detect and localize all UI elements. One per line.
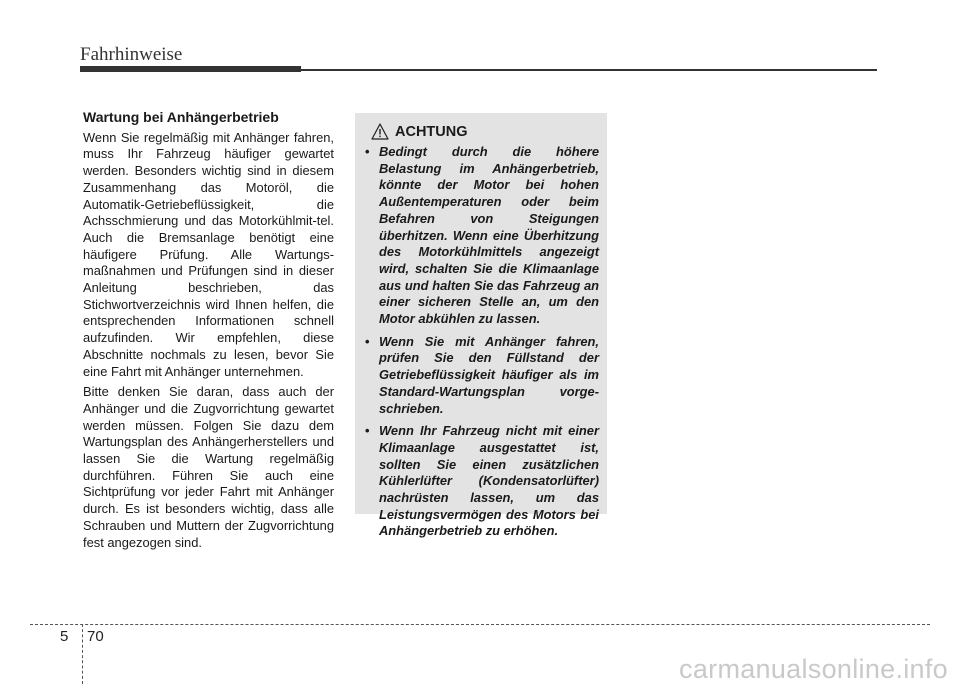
warning-header [371, 122, 599, 142]
footer-divider [82, 624, 83, 684]
warning-triangle-icon [371, 123, 389, 141]
section-number: 5 [60, 628, 69, 645]
page-header-title: Fahrhinweise [80, 44, 183, 65]
warning-item: • Wenn Ihr Fahrzeug nicht mit einer Klimaanlage ausgestattet ist, sollten Sie einen zusätzlichen Kühlerlüfter (Kondensatorlüfter) nachrüsten lassen, um das Leistungsvermögen des Motors bei Anhängerbetrieb zu erhöhen. [365, 423, 599, 540]
header-rule-thin [301, 69, 877, 71]
main-text-column [83, 109, 334, 555]
paragraph-1: Wenn Sie regelmäßig mit Anhänger fahren, muss Ihr Fahrzeug häufiger gewartet werden. Besonders wichtig sind in diesem Zusammenhang das Motoröl, die Automatik-Getriebeflüssigkeit, die Achsschmierung und das Motorkühlmit-tel. Auch die Bremsanlage benötigt eine häufigere Prüfung. Alle Wartungs-maßnahmen und Prüfungen sind in dieser Anleitung beschrieben, das Stichwortverzeichnis wird Ihnen helfen, die entsprechenden Informationen schnell aufzufinden. Wir empfehlen, diese Abschnitte nochmals zu lesen, bevor Sie eine Fahrt mit Anhänger unternehmen. [83, 129, 334, 379]
warning-title: ACHTUNG [395, 124, 468, 140]
watermark: carmanualsonline.info [679, 654, 948, 684]
warning-item: • Wenn Sie mit Anhänger fahren, prüfen Sie den Füllstand der Getriebeflüssigkeit häufiger als im Standard-Wartungsplan vorge-schrieben. [365, 334, 599, 418]
paragraph-2: Bitte denken Sie daran, dass auch der Anhänger und die Zugvorrichtung gewartet werden müssen. Folgen Sie dazu dem Wartungsplan des Anhängerherstellers und lassen Sie die Wartung regelmäßig durchführen. Führen Sie auch eine Sichtprüfung vor jeder Fahrt mit Anhänger durch. Es ist besonders wichtig, dass alle Schrauben und Muttern der Zugvorrichtung fest angezogen sind. [83, 384, 334, 550]
warning-box [355, 113, 607, 539]
page-number: 70 [87, 628, 104, 645]
footer-rule [30, 624, 930, 625]
header-rule-thick [80, 66, 301, 72]
section-heading: Wartung bei Anhängerbetrieb [83, 109, 279, 125]
warning-list [365, 144, 599, 540]
warning-item: • Bedingt durch die höhere Belastung im Anhängerbetrieb, könnte der Motor bei hohen Außentemperaturen oder beim Befahren von Steigungen überhitzen. Wenn eine Überhitzung des Motorkühlmittels angezeigt wird, schalten Sie die Klimaanlage aus und halten Sie das Fahrzeug an einer sicheren Stelle an, um den Motor abkühlen zu lassen. [365, 144, 599, 328]
